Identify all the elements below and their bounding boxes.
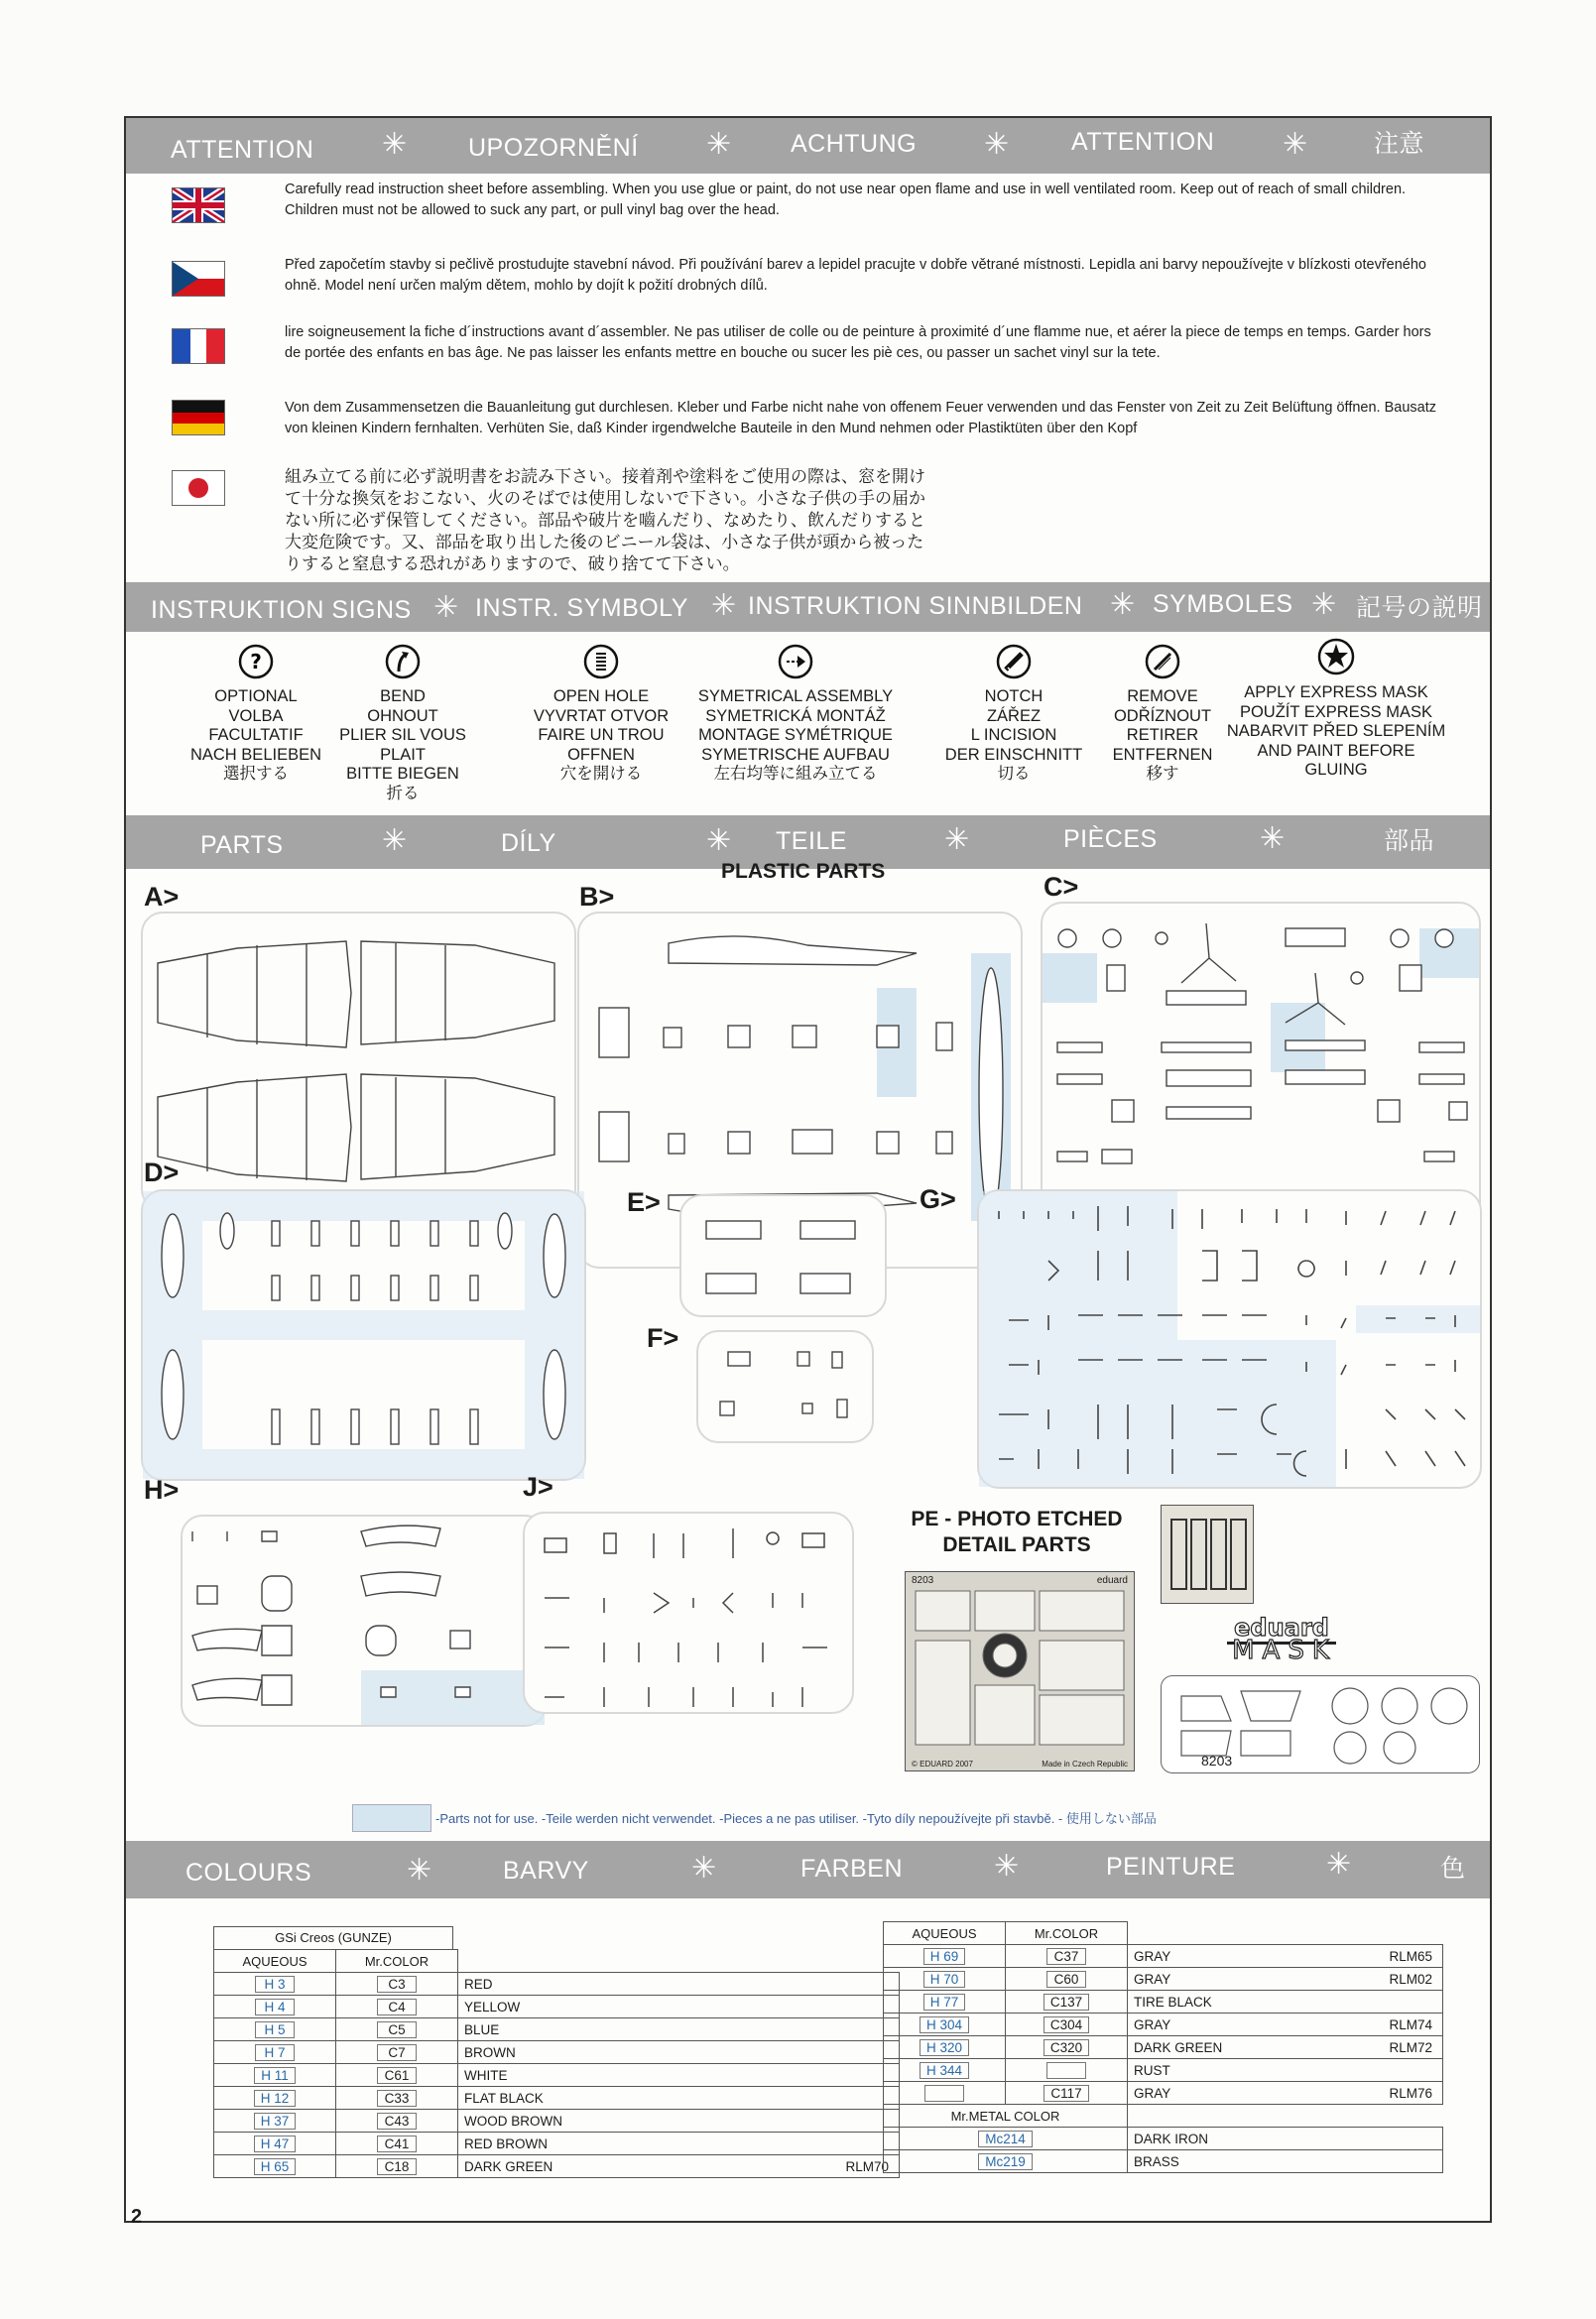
sprue-f-label: F>	[647, 1323, 679, 1353]
colour-name: FLAT BLACK	[464, 2090, 544, 2106]
small-parts-f	[698, 1332, 872, 1441]
notch-icon	[996, 644, 1032, 679]
colour-row	[884, 2059, 1443, 2082]
sprue-e	[679, 1194, 887, 1317]
mr-color-code: C60	[1046, 1971, 1086, 1988]
sprue-a-label: A>	[144, 882, 180, 912]
open-hole-icon	[583, 644, 619, 679]
sprue-a	[141, 912, 576, 1211]
mr-color-code: C37	[1046, 1948, 1086, 1965]
sign-open-hole: OPEN HOLE VYVRTAT OTVOR FAIRE UN TROU OFFNEN 穴を開ける	[517, 644, 685, 785]
colour-row	[884, 1968, 1443, 1991]
colour-name: GRAY	[1134, 2016, 1171, 2032]
aqueous-code: H 344	[920, 2062, 969, 2079]
symmetrical-icon	[778, 644, 813, 679]
exhaust-parts	[681, 1196, 885, 1315]
aqueous-code: H 7	[255, 2044, 295, 2061]
question-icon	[238, 644, 274, 679]
mr-color-code: C137	[1044, 1994, 1089, 2011]
plastic-parts-title: PLASTIC PARTS	[721, 860, 886, 883]
sprue-j-label: J>	[523, 1472, 553, 1502]
sign-bend: BEND OHNOUT PLIER SIL VOUS PLAIT BITTE BIEGEN 折る	[318, 644, 487, 803]
mr-color-code: C43	[377, 2113, 417, 2130]
colour-row	[884, 2014, 1443, 2036]
japan-flag-icon	[172, 470, 225, 506]
sign-optional: ? OPTIONAL VOLBA FACULTATIF NACH BELIEBEN 選択する	[172, 644, 340, 785]
attention-label-en: ATTENTION	[171, 136, 314, 164]
small-parts-j	[525, 1514, 852, 1712]
attention-label-cz: UPOZORNĚNÍ	[468, 134, 639, 162]
attention-header: ATTENTION ✳ UPOZORNĚNÍ ✳ ACHTUNG ✳ ATTENTION ✳ 注意	[126, 118, 1490, 174]
attention-label-fr: ATTENTION	[1071, 128, 1215, 156]
pe-title: PE - PHOTO ETCHED DETAIL PARTS	[911, 1508, 1123, 1556]
metal-code: Mc219	[978, 2153, 1033, 2170]
bomb-parts	[143, 1191, 584, 1479]
sign-notch: NOTCH ZÁŘEZ L INCISION DER EINSCHNITT 切る	[929, 644, 1098, 785]
colour-name: RUST	[1134, 2062, 1170, 2078]
parts-header: PARTS ✳ DÍLY ✳ TEILE ✳ PIÈCES ✳ 部品	[126, 815, 1490, 869]
colour-name: BROWN	[464, 2044, 516, 2060]
mask-brand-logo: eduard	[1227, 1614, 1336, 1645]
detail-parts-g	[979, 1191, 1480, 1487]
colour-name: GRAY	[1134, 1971, 1171, 1987]
aqueous-code: H 4	[255, 1999, 295, 2015]
colour-table-right: AQUEOUS Mr.COLOR H 69 C37 GRAY RLM65 H 70 C60 GRAY RLM02 H 77 C137 TIRE BLACK H 304 C304 GRAY RLM74 H 320 C320 DARK GREEN RLM72 H 344 RUST C117 GRAY RLM76 Mr.METAL COLOR Mc214 DARK IRON Mc219 BRASS	[883, 1921, 1443, 2173]
warning-text-fr: lire soigneusement la fiche d´instructions avant d´assembler. Ne pas utiliser de colle ou de peinture à proximité d´une flamme nue, et aérer la piece de temps en temps. Garder hors de portée des enfants en bas âge. Ne pas laisser les enfants mettre en bouche ou sucer les piè ces, ou passer un sachet vinyl sur la tete.	[285, 324, 1431, 361]
engine-nacelle-parts	[183, 1517, 545, 1725]
aqueous-code: H 320	[920, 2039, 969, 2056]
uk-flag-icon	[172, 187, 225, 223]
mr-color-code	[1046, 2062, 1086, 2079]
mr-color-code: C41	[377, 2136, 417, 2152]
colour-row	[214, 2041, 900, 2064]
sprue-d-label: D>	[144, 1158, 180, 1187]
instruction-sheet	[124, 116, 1492, 2228]
mr-color-code: C61	[377, 2067, 417, 2084]
colour-name: GRAY	[1134, 2085, 1171, 2101]
sign-remove: REMOVE ODŘÍZNOUT RETIRER ENTFERNEN 移す	[1078, 644, 1247, 785]
aqueous-code: H 304	[920, 2016, 969, 2033]
sprue-b-label: B>	[579, 882, 615, 912]
colour-row	[214, 2155, 900, 2178]
sprue-c-label: C>	[1044, 872, 1079, 902]
metal-code: Mc214	[978, 2131, 1033, 2147]
sprue-h	[181, 1515, 547, 1727]
colour-name: GRAY	[1134, 1948, 1171, 1964]
sprue-j	[523, 1512, 854, 1714]
metal-row	[884, 2128, 1443, 2150]
mr-color-code: C18	[377, 2158, 417, 2175]
sprue-e-label: E>	[627, 1187, 661, 1217]
aqueous-code: H 11	[254, 2067, 296, 2084]
mr-color-code: C4	[377, 1999, 417, 2015]
warning-text-cz: Před započetím stavby si pečlivě prostudujte stavební návod. Při používání barev a lepidel pracujte v dobře větrané místnosti. Lepidla ani barvy nepoužívejte v blízkosti otevřeného ohně. Model není určen malým dětem, mohlo by dojít k požití drobných dílů.	[285, 257, 1426, 294]
colour-row	[214, 2087, 900, 2110]
aqueous-code: H 5	[255, 2021, 295, 2038]
not-for-use-legend: -Parts not for use. -Teile werden nicht verwendet. -Pieces a ne pas utiliser. -Tyto díly nepoužívejte při stavbě. - 使用しない部品	[435, 1811, 1157, 1826]
colour-table-left: AQUEOUS Mr.COLOR H 3 C3 RED H 4 C4 YELLOW H 5 C5 BLUE H 7 C7 BROWN H 11 C61 WHITE H 12 C33 FLAT BLACK H 37 C43 WOOD BROWN H 47 C41 RED BROWN H 65 C18 DARK GREEN RLM70	[213, 1949, 900, 2178]
rlm-code: RLM76	[1389, 2085, 1432, 2101]
colour-row	[214, 1973, 900, 1996]
aqueous-code	[924, 2085, 964, 2102]
colour-row	[884, 1945, 1443, 1968]
sprue-h-label: H>	[144, 1475, 180, 1505]
rlm-code: RLM70	[845, 2158, 889, 2174]
warning-text-de: Von dem Zusammensetzen die Bauanleitung gut durchlesen. Kleber und Farbe nicht nahe von offenem Feuer verwenden und das Fenster von Zeit zu Zeit Belüftung öffnen. Bausatz von kleinen Kindern fernhalten. Verhüten Sie, daß Kinder irgendwelche Bauteile in den Mund nehmen oder Plastiktüten über den Kopf	[285, 400, 1436, 436]
rlm-code: RLM74	[1389, 2016, 1432, 2032]
svg-text:?: ?	[250, 650, 262, 673]
colour-row	[884, 2036, 1443, 2059]
aqueous-code: H 47	[254, 2136, 297, 2152]
czech-flag-icon	[172, 261, 225, 297]
aqueous-code: H 37	[254, 2113, 297, 2130]
signs-header: INSTRUKTION SIGNS ✳ INSTR. SYMBOLY ✳ INSTRUKTION SINNBILDEN ✳ SYMBOLES ✳ 記号の説明	[126, 582, 1490, 632]
german-flag-icon	[172, 400, 225, 435]
pe-fret: 8203 eduard © EDUARD 2007 Made in Czech Republic	[905, 1571, 1135, 1771]
mr-color-code: C5	[377, 2021, 417, 2038]
mask-word: MASK	[1232, 1636, 1337, 1665]
colour-name: WHITE	[464, 2067, 508, 2083]
aqueous-code: H 70	[923, 1971, 966, 1988]
colour-name: RED BROWN	[464, 2136, 548, 2151]
colour-row	[214, 2110, 900, 2133]
rlm-code: RLM65	[1389, 1948, 1432, 1964]
sprue-f	[696, 1330, 874, 1443]
gunze-brand-label: GSi Creos (GUNZE)	[213, 1926, 453, 1950]
colour-row	[214, 2064, 900, 2087]
colour-name: YELLOW	[464, 1999, 521, 2014]
mr-color-code: C117	[1044, 2085, 1088, 2102]
sprue-g	[977, 1189, 1482, 1489]
remove-icon	[1145, 644, 1180, 679]
aqueous-code: H 3	[255, 1976, 295, 1993]
colour-row	[884, 2082, 1443, 2105]
aqueous-code: H 77	[923, 1994, 966, 2011]
colour-row	[884, 1991, 1443, 2014]
pe-fret-detail	[906, 1586, 1134, 1755]
rlm-code: RLM02	[1389, 1971, 1432, 1987]
sign-symmetrical: SYMETRICAL ASSEMBLY SYMETRICKÁ MONTÁŽ MONTAGE SYMÉTRIQUE SYMETRISCHE AUFBAU 左右均等に組み立てる	[691, 644, 900, 785]
metal-name: DARK IRON	[1128, 2128, 1443, 2150]
page-number: 2	[131, 2206, 143, 2228]
colour-row	[214, 1996, 900, 2018]
mr-color-code: C304	[1044, 2016, 1089, 2033]
mask-sheet: 8203	[1161, 1675, 1480, 1773]
colour-row	[214, 2018, 900, 2041]
aqueous-code: H 12	[254, 2090, 297, 2107]
aqueous-code: H 65	[254, 2158, 297, 2175]
pe-small-fret	[1161, 1505, 1254, 1604]
mask-icon	[1317, 638, 1355, 675]
wing-parts	[148, 923, 569, 1201]
colour-row	[214, 2133, 900, 2155]
mr-color-code: C33	[377, 2090, 417, 2107]
warning-text-jp: 組み立てる前に必ず説明書をお読み下さい。接着剤や塗料をご使用の際は、窓を開けて十分な換気をおこない、火のそばでは使用しないで下さい。小さな子供の手の届かない所に必ず保管してください。部品や破片を嚙んだり、なめたり、飲んだりすると大変危険です。又、部品を取り出した後のビニール袋は、小さな子供が頭から被ったりすると窒息する恐れがありますので、破り捨てて下さい。	[285, 467, 925, 574]
sprue-d	[141, 1189, 586, 1481]
bend-icon	[385, 644, 421, 679]
not-for-use-swatch	[352, 1804, 431, 1832]
sign-express-mask: APPLY EXPRESS MASK POUŽÍT EXPRESS MASK NABARVIT PŘED SLEPENÍM AND PAINT BEFORE GLUING	[1222, 638, 1450, 781]
metal-row	[884, 2150, 1443, 2173]
colours-header: COLOURS ✳ BARVY ✳ FARBEN ✳ PEINTURE ✳ 色	[126, 1841, 1490, 1898]
mr-color-code: C320	[1044, 2039, 1089, 2056]
colour-name: WOOD BROWN	[464, 2113, 562, 2129]
colour-name: RED	[464, 1976, 493, 1992]
sprue-g-label: G>	[920, 1184, 956, 1214]
pe-small-fret-detail	[1162, 1506, 1253, 1603]
mr-color-code: C3	[377, 1976, 417, 1993]
colour-name: DARK GREEN	[464, 2158, 553, 2174]
french-flag-icon	[172, 328, 225, 364]
colour-name: TIRE BLACK	[1134, 1994, 1212, 2010]
attention-label-jp: 注意	[1374, 130, 1425, 158]
attention-label-de: ACHTUNG	[791, 130, 918, 158]
metal-color-header: Mr.METAL COLOR	[884, 2105, 1128, 2128]
mr-color-code: C7	[377, 2044, 417, 2061]
colour-name: BLUE	[464, 2021, 500, 2037]
aqueous-code: H 69	[923, 1948, 966, 1965]
metal-name: BRASS	[1128, 2150, 1443, 2173]
colour-name: DARK GREEN	[1134, 2039, 1223, 2055]
warning-text-en: Carefully read instruction sheet before assembling. When you use glue or paint, do not use near open flame and use in well ventilated room. Keep out of reach of small children. Children must not be allowed to suck any part, or pull vinyl bag over the head.	[285, 182, 1407, 218]
rlm-code: RLM72	[1389, 2039, 1432, 2055]
